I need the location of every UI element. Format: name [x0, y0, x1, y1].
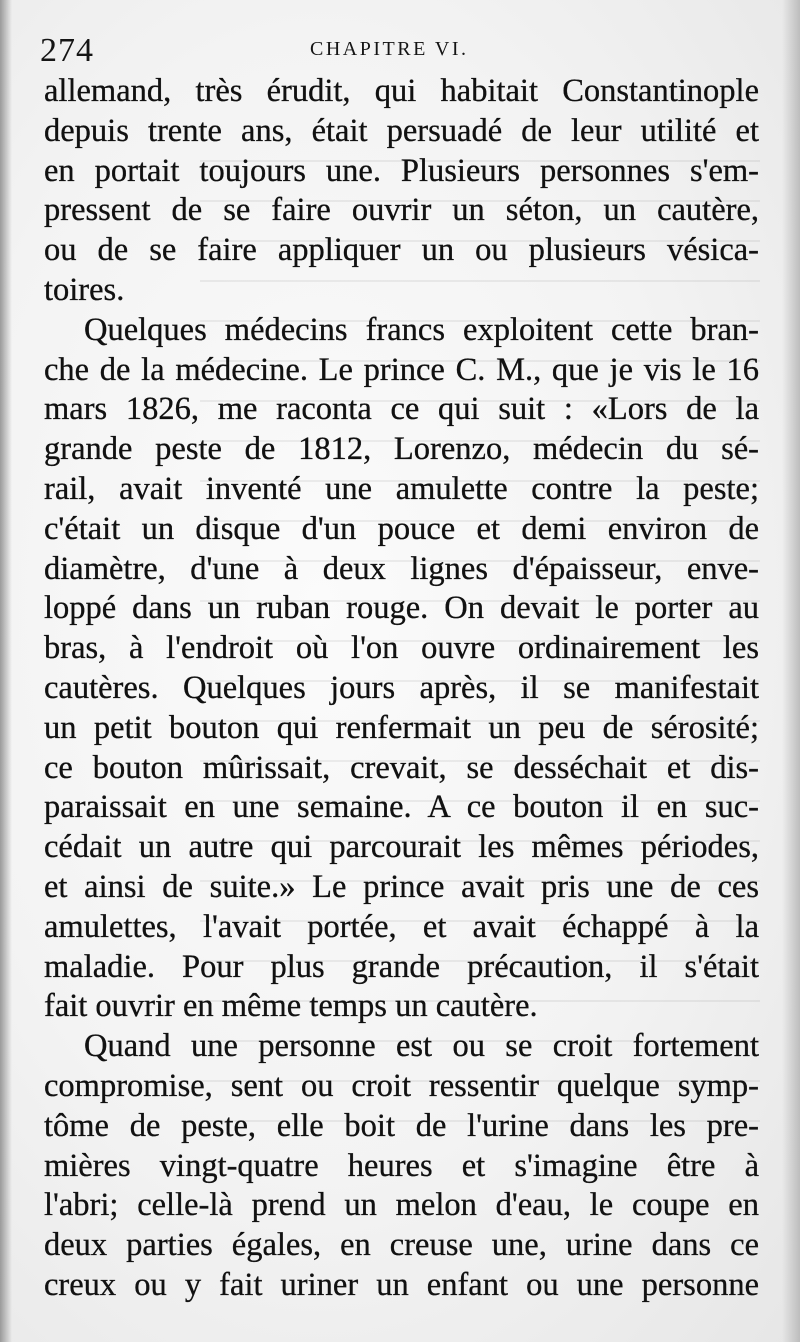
text-line: loppé dans un ruban rouge. On devait le porter au [44, 590, 759, 627]
text-line: paraissait en une semaine. A ce bouton il en suc- [44, 789, 759, 826]
text-line: mars 1826, me raconta ce qui suit : «Lors de la [44, 391, 759, 428]
text-line: pressent de se faire ouvrir un séton, un cautère, [44, 192, 759, 229]
text-line: maladie. Pour plus grande précaution, il s'était [44, 948, 759, 985]
text-line: toires. [44, 271, 125, 308]
running-head [40, 30, 760, 70]
text-line: bras, à l'endroit où l'on ouvre ordinairement les [44, 630, 759, 667]
text-line: compromise, sent ou croit ressentir quelque symp- [44, 1067, 759, 1104]
text-line: en portait toujours une. Plusieurs personnes s'em- [44, 152, 759, 189]
text-line: un petit bouton qui renfermait un peu de sérosité; [44, 709, 759, 746]
page-number: 274 [40, 32, 94, 69]
text-line: Quelques médecins francs exploitent cette bran- [84, 311, 759, 348]
text-line: cautères. Quelques jours après, il se manifestait [44, 669, 759, 706]
body-text [44, 72, 759, 1306]
text-line: fait ouvrir en même temps un cautère. [44, 988, 538, 1025]
text-line: rail, avait inventé une amulette contre la peste; [44, 470, 759, 507]
page-shadow-right [782, 0, 800, 1342]
chapter-title: CHAPITRE VI. [310, 38, 469, 60]
text-line: et ainsi de suite.» Le prince avait pris une de ces [44, 868, 759, 905]
text-line: depuis trente ans, était persuadé de leur utilité et [44, 112, 759, 149]
text-line: tôme de peste, elle boit de l'urine dans les pre- [44, 1107, 759, 1144]
text-line: deux parties égales, en creuse une, urine dans ce [44, 1227, 759, 1264]
text-line: Quand une personne est ou se croit fortement [84, 1028, 759, 1065]
text-line: diamètre, d'une à deux lignes d'épaisseur, enve- [44, 550, 759, 587]
text-line: mières vingt-quatre heures et s'imagine être à [44, 1147, 759, 1184]
text-line: che de la médecine. Le prince C. M., que je vis le 16 [44, 351, 759, 388]
page-shadow-left [0, 0, 12, 1342]
text-line: l'abri; celle-là prend un melon d'eau, le coupe en [44, 1187, 759, 1224]
text-line: c'était un disque d'un pouce et demi environ de [44, 510, 759, 547]
text-line: creux ou y fait uriner un enfant ou une personne [44, 1266, 759, 1303]
text-line: cédait un autre qui parcourait les mêmes périodes, [44, 829, 759, 866]
text-line: allemand, très érudit, qui habitait Constantinople [44, 73, 759, 109]
text-line: grande peste de 1812, Lorenzo, médecin du sé- [44, 431, 759, 468]
text-line: amulettes, l'avait portée, et avait échappé à la [44, 908, 759, 945]
text-line: ce bouton mûrissait, crevait, se desséchait et dis- [44, 749, 759, 786]
text-line: ou de se faire appliquer un ou plusieurs vésica- [44, 232, 759, 269]
